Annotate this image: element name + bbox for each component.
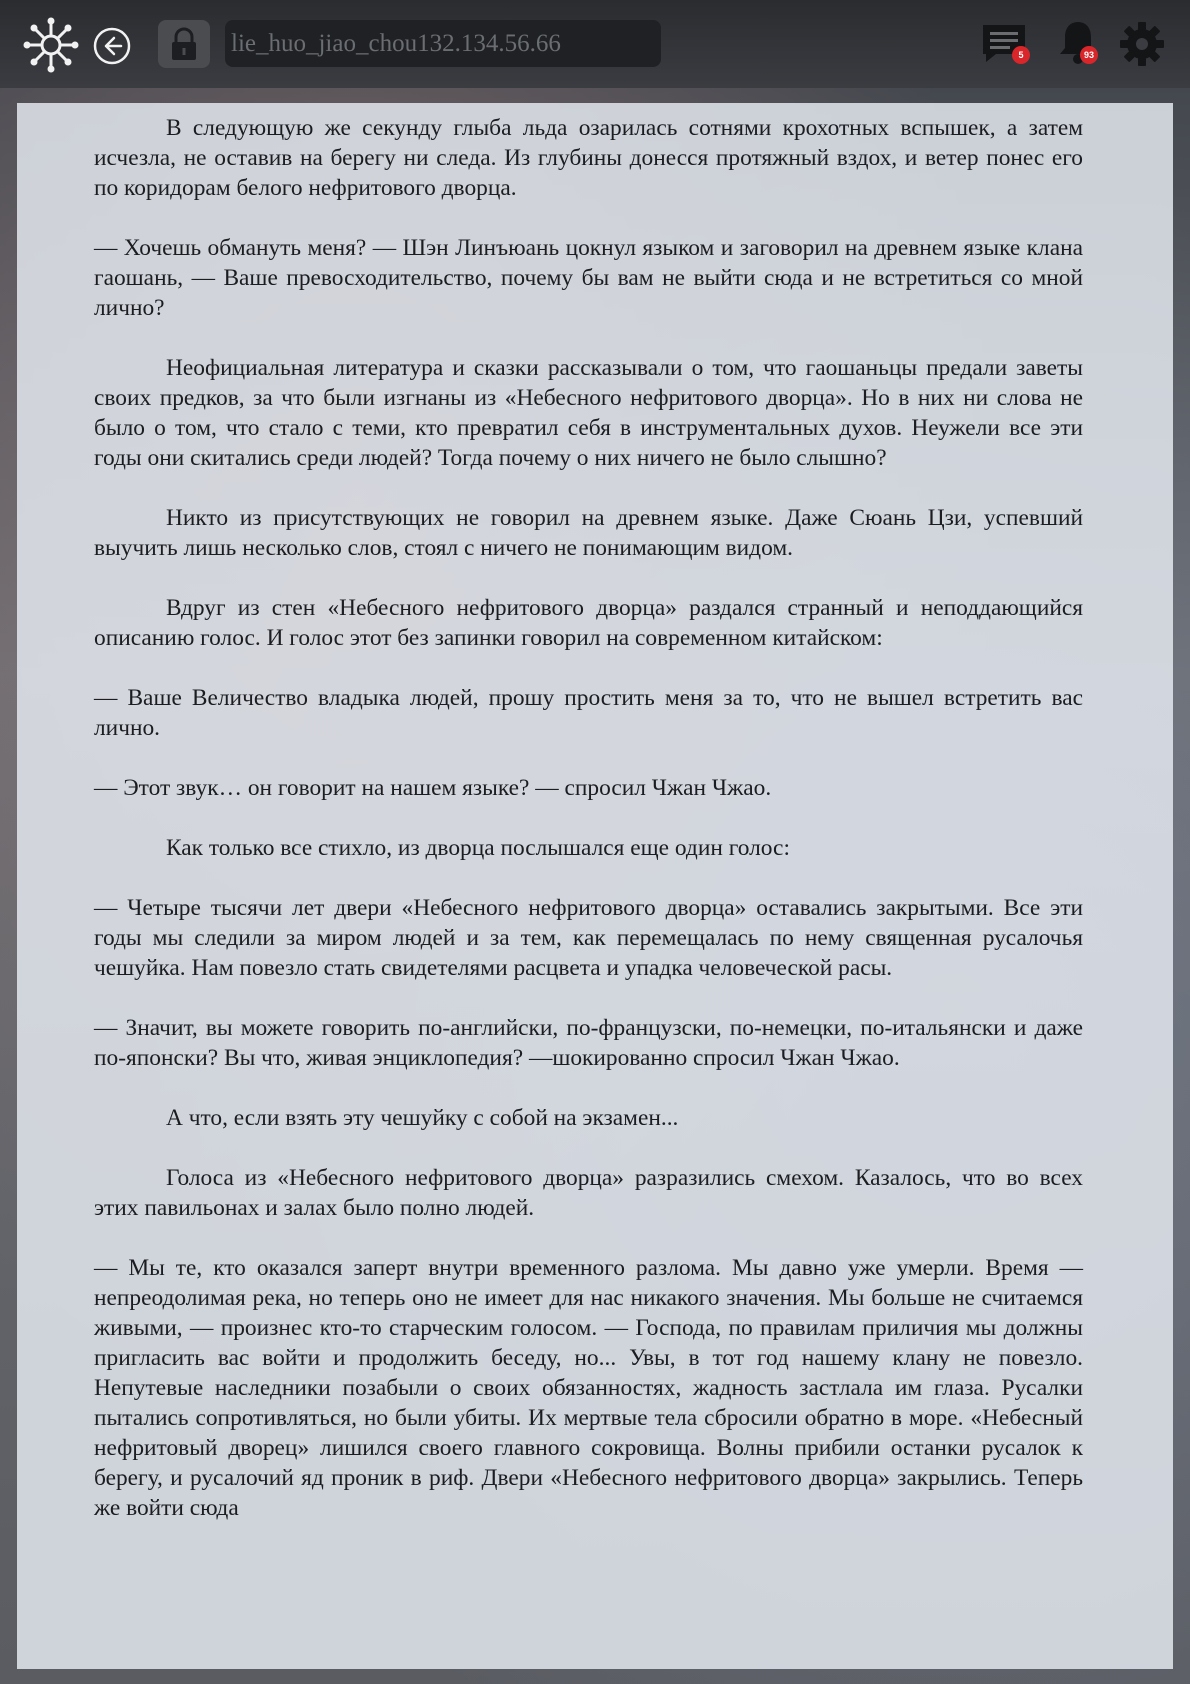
paragraph: — Этот звук… он говорит на нашем языке? — спросил Чжан Чжао. <box>94 775 772 801</box>
network-logo-icon[interactable] <box>22 16 80 74</box>
paragraph: Неофициальная литература и сказки рассказывали о том, что гаошаньцы предали заветы своих предков, за что были изгнаны из «Небесного нефритового дворца». Но в них ни слова не было о том, что стало с теми, кто превратил себя в инструментальных духов. Неужели все эти годы они скитались среди людей? Тогда почему о них ничего не было слышно? <box>94 355 1083 471</box>
paragraph: Голоса из «Небесного нефритового дворца» разразились смехом. Казалось, что во всех этих павильонах и залах было полно людей. <box>94 1165 1083 1221</box>
messages-badge: 5 <box>1012 46 1030 64</box>
paragraph: А что, если взять эту чешуйку с собой на экзамен... <box>166 1105 679 1131</box>
paragraph: Вдруг из стен «Небесного нефритового дворца» раздался странный и неподдающийся описанию голос. И голос этот без запинки говорил на современном китайском: <box>94 595 1083 651</box>
paragraph: Как только все стихло, из дворца послышался еще один голос: <box>166 835 790 861</box>
paragraph: Никто из присутствующих не говорил на древнем языке. Даже Сюань Цзи, успевший выучить лишь несколько слов, стоял с ничего не понимающим видом. <box>94 505 1083 561</box>
paragraph: — Значит, вы можете говорить по-английски, по-французски, по-немецки, по-итальянски и даже по-японски? Вы что, живая энциклопедия? —шокированно спросил Чжан Чжао. <box>94 1015 1083 1071</box>
lock-icon[interactable] <box>158 20 210 68</box>
paragraph: — Мы те, кто оказался заперт внутри временного разлома. Мы давно уже умерли. Время — непреодолимая река, но теперь оно не имеет для нас никакого значения. Мы больше не считаемся живыми, — произнес кто-то старческим голосом. — Господа, по правилам приличия мы должны пригласить вас войти и продолжить беседу, но... Увы, в тот год нашему клану не повезло. Непутевые наследники позабыли о своих обязанностях, жадность застлала им глаза. Русалки пытались сопротивляться, но были убиты. Их мертвые тела сбросили обратно в море. «Небесный нефритовый дворец» лишился своего главного сокровища. Волны прибили останки русалок к берегу, и русалочий яд проник в риф. Двери «Небесного нефритового дворца» закрылись. Теперь же войти сюда <box>94 1255 1083 1521</box>
top-toolbar <box>0 0 1190 88</box>
paragraph: — Хочешь обмануть меня? — Шэн Линъюань цокнул языком и заговорил на древнем языке клана гаошань, — Ваше превосходительство, почему бы вам не выйти сюда и не встретиться со мной лично? <box>94 235 1083 321</box>
address-field[interactable]: lie_huo_jiao_chou132.134.56.66 <box>225 20 661 67</box>
back-arrow-icon[interactable] <box>92 26 132 66</box>
paragraph: В следующую же секунду глыба льда озарилась сотнями крохотных вспышек, а затем исчезла, не оставив на берегу ни следа. Из глубины донесся протяжный вздох, и ветер понес его по коридорам белого нефритового дворца. <box>94 115 1083 201</box>
notifications-badge: 93 <box>1080 46 1098 64</box>
paragraph: — Ваше Величество владыка людей, прошу простить меня за то, что не вышел встретить вас лично. <box>94 685 1083 741</box>
paragraph: — Четыре тысячи лет двери «Небесного нефритового дворца» оставались закрытыми. Все эти годы мы следили за миром людей и за тем, как перемещалась по нему священная русалочья чешуйка. Нам повезло стать свидетелями расцвета и упадка человеческой расы. <box>94 895 1083 981</box>
gear-icon[interactable] <box>1118 20 1166 68</box>
reading-panel <box>17 103 1173 1669</box>
